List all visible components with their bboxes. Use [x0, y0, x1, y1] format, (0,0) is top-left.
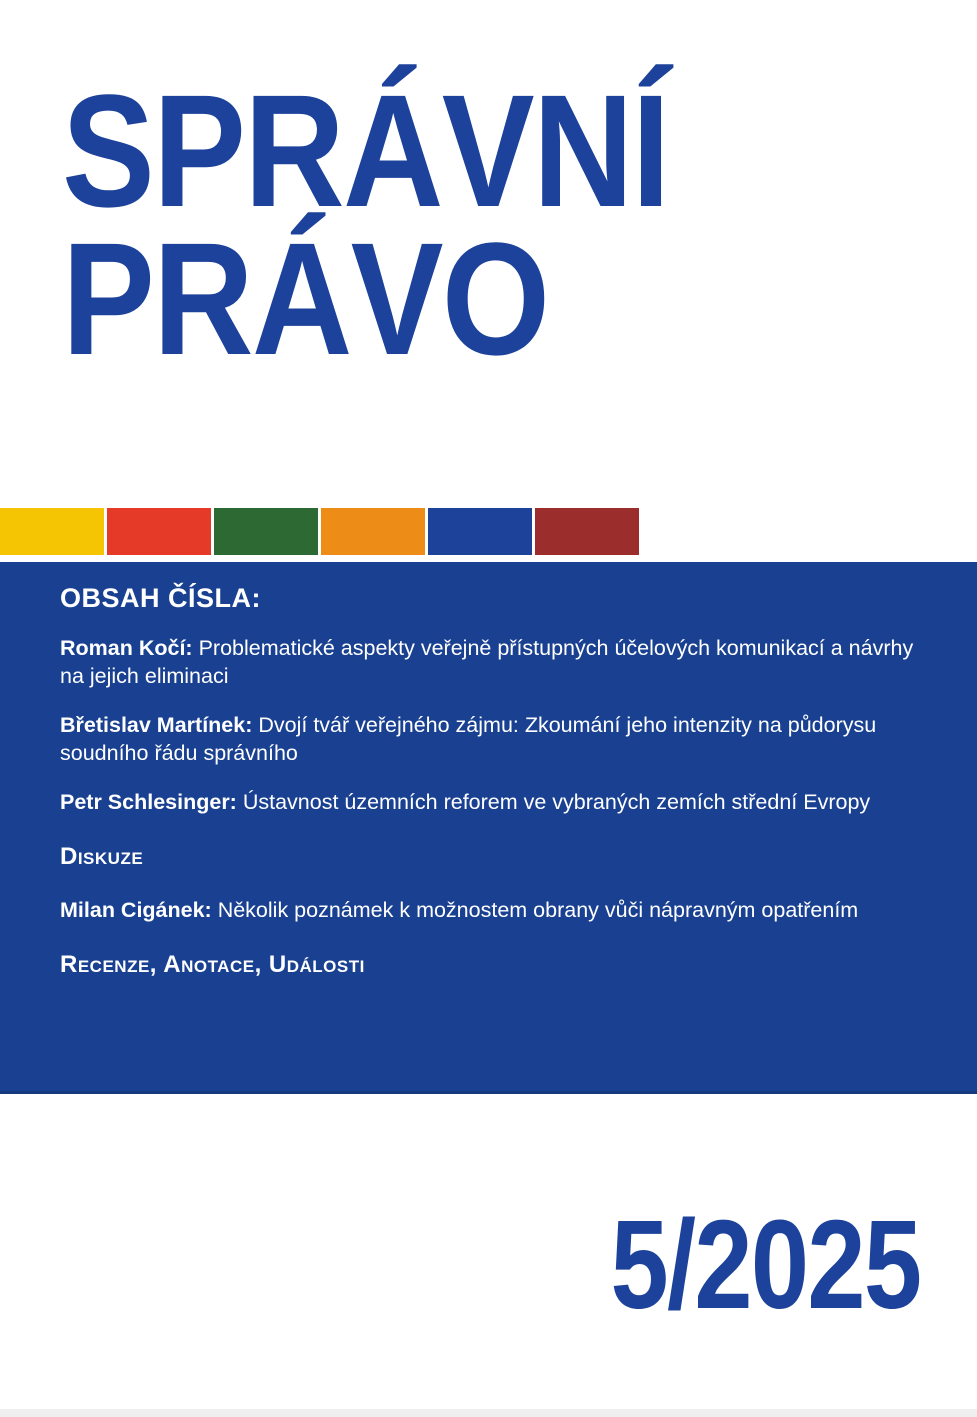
page-edge-strip — [0, 1409, 977, 1417]
article-author: Milan Cigánek: — [60, 898, 212, 922]
journal-title — [62, 61, 669, 388]
section-heading-recenze: Recenze, Anotace, Události — [60, 951, 365, 978]
article-item — [60, 788, 919, 816]
article-author: Břetislav Martínek: — [60, 713, 253, 737]
article-item — [60, 896, 919, 924]
journal-title-line-2: PRÁVO — [62, 209, 549, 388]
article-title: Problematické aspekty veřejně přístupných účelových komunikací a návrhy na jejich eliminaci — [60, 636, 914, 688]
article-title: Dvojí tvář veřejného zájmu: Zkoumání jeho intenzity na půdorysu soudního řádu správního — [60, 713, 877, 765]
issue-number: 5/2025 — [610, 1194, 920, 1335]
journal-title-line-1: SPRÁVNÍ — [62, 61, 669, 240]
article-title: Několik poznámek k možnostem obrany vůči nápravným opatřením — [217, 898, 859, 922]
section-heading-diskuze: Diskuze — [60, 843, 144, 870]
stripe-green — [214, 508, 318, 555]
article-author: Roman Kočí: — [60, 636, 193, 660]
table-of-contents-box — [0, 562, 977, 1094]
article-item — [60, 634, 919, 690]
stripe-blue — [428, 508, 532, 555]
stripe-red — [107, 508, 211, 555]
color-stripe-band — [0, 508, 639, 555]
stripe-yellow — [0, 508, 104, 555]
stripe-orange — [321, 508, 425, 555]
article-author: Petr Schlesinger: — [60, 790, 237, 814]
article-title: Ústavnost územních reforem ve vybraných zemích střední Evropy — [242, 790, 871, 814]
stripe-maroon — [535, 508, 639, 555]
toc-heading: OBSAH ČÍSLA: — [60, 583, 261, 613]
article-item — [60, 711, 919, 767]
